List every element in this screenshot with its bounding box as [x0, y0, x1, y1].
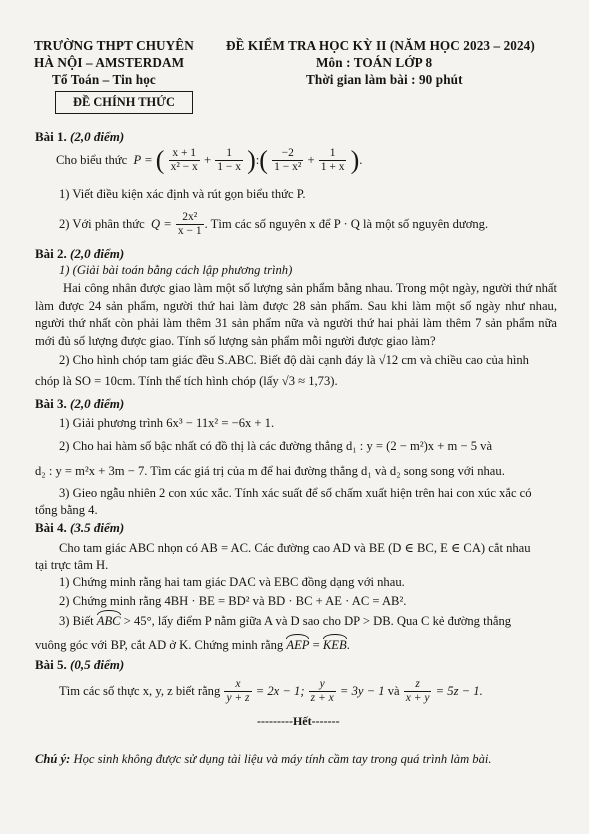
school-name-line1: TRƯỜNG THPT CHUYÊN — [34, 38, 194, 53]
bai4-question3-line1: 3) Biết ABC > 45°, lấy điểm P nằm giữa A và D sao cho DP > DB. Qua C kẻ đường thẳng — [59, 614, 512, 628]
end-mark: ---------Hết------- — [257, 714, 340, 728]
bai2-question2-line2: chóp là SO = 10cm. Tính thể tích hình chóp (lấy √3 ≈ 1,73). — [35, 374, 338, 388]
note-label: Chú ý: — [35, 752, 71, 766]
bai2-question2-line1: 2) Cho hình chóp tam giác đều S.ABC. Biết độ dài cạnh đáy là √12 cm và chiều cao của hình — [59, 353, 529, 367]
bai4-question1: 1) Chứng minh rằng hai tam giác DAC và EBC đồng dạng với nhau. — [59, 575, 405, 589]
exam-duration: Thời gian làm bài : 90 phút — [306, 72, 463, 87]
angle-abc: ABC — [96, 614, 121, 628]
bai1-heading: Bài 1. (2,0 điểm) — [35, 129, 125, 144]
angle-keb: KEB — [322, 638, 347, 652]
bai5-text: Tìm các số thực x, y, z biết rằng $\frac{x}{y + z}$ = 2x − 1; $\frac{y}{z + x}$ = 3y − 1 và $\frac{z}{x + y}$ = 5z − 1. — [59, 678, 483, 704]
school-name-line2: HÀ NỘI – AMSTERDAM — [34, 55, 185, 70]
exam-subject: Môn : TOÁN LỚP 8 — [316, 55, 433, 70]
bai3-question3-line2: tổng bằng 4. — [35, 503, 98, 517]
bai5-heading: Bài 5. (0,5 điểm) — [35, 657, 125, 672]
bai2-heading: Bài 2. (2,0 điểm) — [35, 246, 125, 261]
bai1-question2: 2) Với phân thức Q = $\frac{\text{2x²}}{x - 1}$ . Tìm các số nguyên x để P · Q là một số nguyên dương. — [59, 211, 489, 237]
department: Tổ Toán – Tin học — [52, 72, 156, 87]
official-stamp-box — [55, 91, 193, 114]
bai4-intro-line2: tại trực tâm H. — [35, 558, 109, 572]
bai3-question3-line1: 3) Gieo ngẫu nhiên 2 con xúc xắc. Tính xác suất để số chấm xuất hiện trên hai con xúc xắc có — [59, 486, 532, 500]
angle-aep: AEP — [286, 638, 310, 652]
official-label: ĐỀ CHÍNH THỨC — [73, 95, 175, 109]
bai3-question1: 1) Giải phương trình 6x³ − 11x² = −6x + 1. — [59, 416, 275, 430]
bai1-expression-line: Cho biểu thức P = ( $\frac{x + 1}{\text{x² − x}}$ + $\frac{1}{1 - x}$ ):( $\frac{-2}{\text{1 − x²}}$ + $\frac{1}{1 + x}$ ). — [56, 145, 363, 175]
bai1-question1: 1) Viết điều kiện xác định và rút gọn biểu thức P. — [59, 187, 306, 201]
bai2-question1-text: Hai công nhân được giao làm một số lượng sản phẩm bằng nhau. Trong một ngày, người thứ nhất làm được 24 sản phẩm, người thứ hai làm được 28 sản phẩm. Sau khi làm một số ngày như nhau, người thứ nhất còn phải làm thêm 31 sản phẩm nữa và người thứ hai phải làm thêm 7 sản phẩm nữa mới đủ số lượng được giao. Tính số lượng sản phẩm mỗi người được giao làm? — [35, 281, 557, 348]
bai2-question1-heading: 1) (Giải bài toán bằng cách lập phương trình) — [59, 263, 293, 277]
bai3-question2-line1: 2) Cho hai hàm số bậc nhất có đồ thị là các đường thẳng d₁ : y = (2 − m²)x + m − 5 và — [59, 439, 493, 453]
bai3-heading: Bài 3. (2,0 điểm) — [35, 396, 125, 411]
bai4-heading: Bài 4. (3.5 điểm) — [35, 520, 125, 535]
bai4-question3-line2: vuông góc với BP, cắt AD ở K. Chứng minh rằng AEP = KEB. — [35, 638, 350, 652]
note — [35, 752, 492, 767]
note-text: Học sinh không được sử dụng tài liệu và máy tính cầm tay trong quá trình làm bài. — [73, 752, 492, 766]
exam-title: ĐỀ KIỂM TRA HỌC KỲ II (NĂM HỌC 2023 – 2024) — [226, 38, 535, 53]
bai4-intro-line1: Cho tam giác ABC nhọn có AB = AC. Các đường cao AD và BE (D ∈ BC, E ∈ CA) cắt nhau — [59, 541, 531, 555]
bai3-question2-line2: d₂ : y = m²x + 3m − 7. Tìm các giá trị của m để hai đường thẳng d₁ và d₂ song song với nhau. — [35, 464, 505, 478]
bai4-question2: 2) Chứng minh rằng 4BH · BE = BD² và BD · BC + AE · AC = AB². — [59, 594, 407, 608]
